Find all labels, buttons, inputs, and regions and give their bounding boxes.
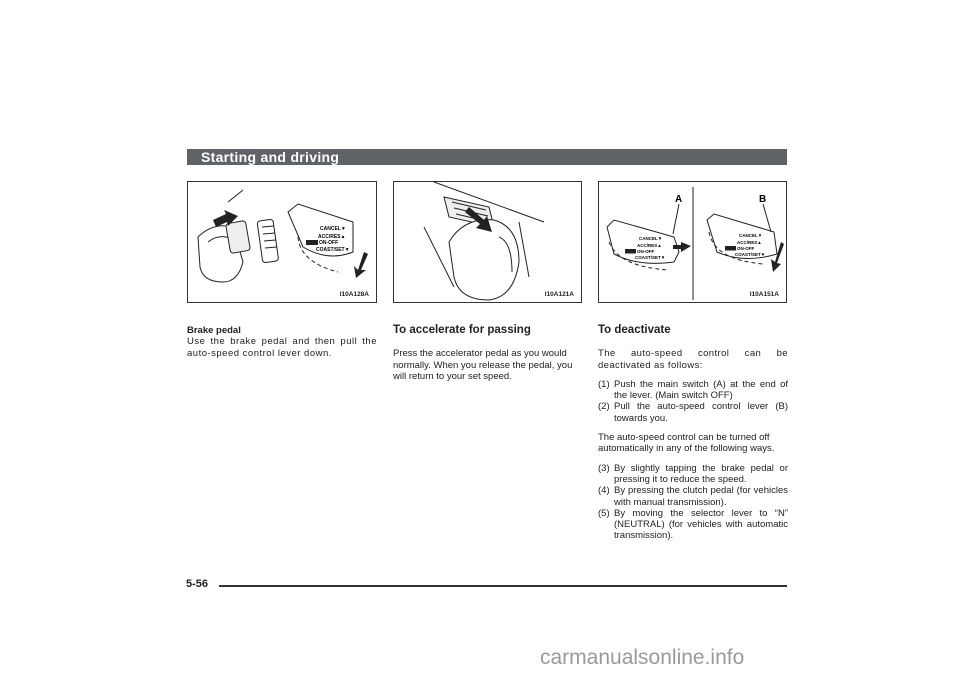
lever-label-coastset: COAST/SET▼ xyxy=(316,247,350,253)
lever-label-onoff: ON-OFF xyxy=(319,240,339,246)
watermark-text: carmanualsonline.info xyxy=(540,646,745,669)
figure-deactivate-lever xyxy=(598,181,787,303)
brake-pedal-text: Use the brake pedal and then pull the auto-speed control lever down. xyxy=(187,336,377,359)
subheading-brake-pedal: Brake pedal xyxy=(187,325,241,336)
accelerator-pedal-illustration xyxy=(394,182,582,303)
deactivate-list-auto xyxy=(598,463,788,542)
list-item: (2) Pull the auto-speed control lever (B) towards you. xyxy=(598,401,788,424)
deactivate-middle-text: The auto-speed control can be turned off automatically in any of the following ways. xyxy=(598,432,775,455)
page-number: 5-56 xyxy=(186,578,209,590)
list-item: (1) Push the main switch (A) at the end of the lever. (Main switch OFF) xyxy=(598,378,788,402)
column-brake-pedal xyxy=(187,325,377,367)
lever-b-label-onoff: ON-OFF xyxy=(737,246,755,251)
deactivate-intro: The auto-speed control can be deactivated as follows: xyxy=(598,348,788,371)
lever-label-accres: ACC/RES▲ xyxy=(318,234,346,240)
deactivate-list-manual xyxy=(598,379,788,424)
lever-a-label-accres: ACC/RES▲ xyxy=(637,243,662,248)
accelerate-text: Press the accelerator pedal as you would normally. When you release the pedal, you will return to your set speed. xyxy=(393,348,573,382)
column-deactivate xyxy=(598,325,788,542)
section-header-bar xyxy=(187,149,787,165)
figure-brake-pedal xyxy=(187,181,377,303)
label-a: A xyxy=(675,194,683,205)
footer-rule xyxy=(219,585,787,587)
figure-code: I10A151A xyxy=(749,291,779,298)
lever-a-label-coastset: COAST/SET▼ xyxy=(635,255,666,260)
figure-code: I10A128A xyxy=(339,291,369,298)
lever-a-label-cancel: CANCEL▼ xyxy=(639,236,663,241)
lever-b-label-cancel: CANCEL▼ xyxy=(739,233,763,238)
lever-a-label-onoff: ON-OFF xyxy=(637,249,655,254)
lever-label-cancel: CANCEL▼ xyxy=(320,226,346,232)
brake-pedal-illustration xyxy=(188,182,377,303)
list-item: (3) By slightly tapping the brake pedal or pressing it to reduce the speed. xyxy=(598,462,788,485)
section-title: Starting and driving xyxy=(201,149,340,165)
column-accelerate xyxy=(393,325,583,390)
heading-deactivate: To deactivate xyxy=(598,324,671,336)
figure-accelerator-pedal xyxy=(393,181,582,303)
list-item: (5) By moving the selector lever to “N” (NEUTRAL) (for vehicles with automatic transmission). xyxy=(598,507,788,542)
list-item: (4) By pressing the clutch pedal (for vehicles with manual transmission). xyxy=(598,485,788,508)
lever-b-label-accres: ACC/RES▲ xyxy=(737,240,762,245)
label-b: B xyxy=(759,194,767,205)
lever-b-label-coastset: COAST/SET▼ xyxy=(735,252,766,257)
figure-code: I10A121A xyxy=(544,291,574,298)
deactivate-lever-illustration xyxy=(599,182,787,303)
heading-accelerate: To accelerate for passing xyxy=(393,324,531,336)
